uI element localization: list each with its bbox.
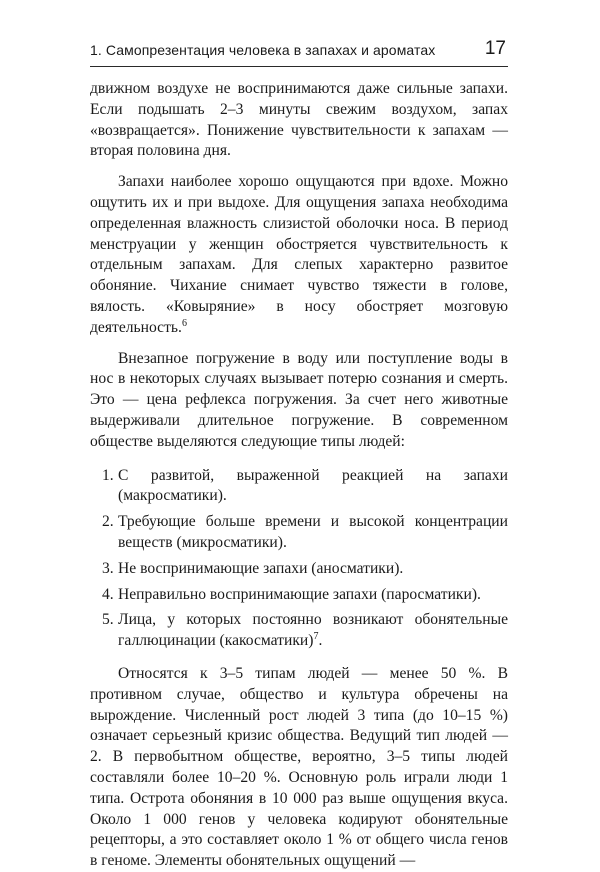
list-item	[90, 466, 508, 508]
list-item-text: С развитой, выраженной реакцией на запахи (макросматики).	[118, 466, 508, 505]
page-number: 17	[484, 38, 506, 59]
paragraph-2	[90, 172, 508, 338]
list-item-text: Лица, у которых постоянно возникают обонятельные галлюцинации (какосматики)	[118, 611, 508, 650]
list-item-number: 1.	[102, 466, 114, 484]
list-item-text: Требующие больше времени и высокой концентрации веществ (микросматики).	[118, 513, 508, 551]
page-body	[90, 79, 508, 872]
list-item: 5. Лица, у которых постоянно возникают обонятельные галлюцинации (какосматики)$^7$.	[102, 611, 508, 650]
list-item-text: Неправильно воспринимающие запахи (паросматики).	[118, 585, 481, 603]
list-item-number: 5.	[102, 611, 114, 629]
list-item-number: 3.	[102, 559, 114, 577]
running-header	[90, 36, 508, 67]
paragraph-1: движном воздухе не воспринимаются даже сильные запахи. Если подышать 2–3 минуты свежим воздухом, запах «возвращается». Понижение чувствительности к запахам — вторая половина дня.	[90, 80, 508, 160]
paragraph-3: Внезапное погружение в воду или поступление воды в нос в некоторых случаях вызывает потерю сознания и смерть. Это — цена рефлекса погружения. За счет него животные выдерживали длительное погружение. В современном обществе выделяются следующие типы людей:	[90, 349, 508, 450]
people-types-list	[90, 466, 508, 652]
paragraph-2-text: Запахи наиболее хорошо ощущаются при вдохе. Можно ощутить их и при выдохе. Для ощущения запаха необходима определенная влажность слизистой оболочки носа. В период менструации у женщин обостряется чувствительность к отдельным запахам. Для слепых характерно развитое обоняние. Чихание снимает чувство тяжести в голове, вялость. «Ковыряние» в носу обостряет мозговую деятельность.	[90, 173, 508, 336]
list-item	[90, 512, 508, 554]
footnote-ref-7: 7	[313, 630, 319, 642]
list-item	[90, 559, 508, 580]
chapter-title: 1. Самопрезентация человека в запахах и ароматах	[90, 42, 436, 58]
list-item-number: 4.	[102, 585, 114, 603]
list-item-text: Не воспринимающие запахи (аносматики).	[118, 559, 404, 577]
paragraph-4: Относятся к 3–5 типам людей — менее 50 %. В противном случае, общество и культура обречены на вырождение. Численный рост людей 3 типа (до 10–15 %) означает серьезный кризис общества. Ведущий тип людей — 2. В первобытном обществе, вероятно, 3–5 типы людей составляли более 10–20 %. Основную роль играли люди 1 типа. Острота обоняния в 10 000 раз выше ощущения вкуса. Около 1 000 генов у человека кодируют обонятельные рецепторы, а это составляет около 1 % от общего числа генов в геноме. Элементы обонятельных ощущений —	[90, 664, 508, 870]
list-item-number: 2.	[102, 513, 114, 531]
footnote-ref-6: 6	[181, 317, 187, 329]
list-item	[90, 585, 508, 606]
